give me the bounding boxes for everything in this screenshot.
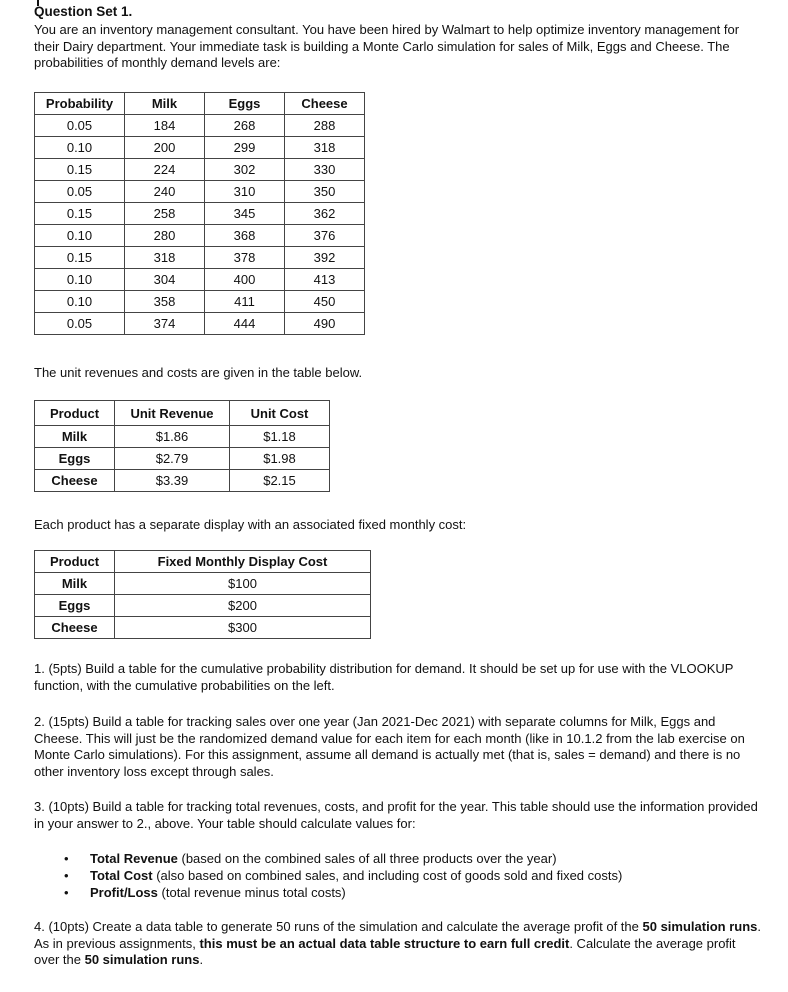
question-3: 3. (10pts) Build a table for tracking total revenues, costs, and profit for the year. This table should use the information provided in your answer to 2., above. Your table should calculate values for:: [34, 799, 758, 831]
bullet-bold: Total Cost: [90, 868, 153, 883]
table-row: [35, 573, 371, 595]
table-row: [35, 203, 365, 225]
table-cell: 299: [205, 137, 285, 159]
header-unit-revenue: Unit Revenue: [115, 401, 230, 426]
table-row: [35, 269, 365, 291]
table-cell: $1.98: [230, 448, 330, 470]
table-cell: 413: [285, 269, 365, 291]
header-eggs: Eggs: [205, 93, 285, 115]
table-cell: 376: [285, 225, 365, 247]
table-cell: 0.10: [35, 225, 125, 247]
unit-revenue-cost-table: [34, 400, 330, 492]
table-cell: 0.15: [35, 159, 125, 181]
header-product: Product: [35, 401, 115, 426]
header-milk: Milk: [125, 93, 205, 115]
table-cell: $3.39: [115, 470, 230, 492]
table-cell: $300: [115, 617, 371, 639]
question-set-title: Question Set 1.: [34, 4, 133, 19]
list-item: [34, 884, 622, 901]
table-row: [35, 247, 365, 269]
table-cell: 0.10: [35, 269, 125, 291]
table-cell: 0.05: [35, 313, 125, 335]
table-header-row: [35, 401, 330, 426]
bullet-bold: Total Revenue: [90, 851, 178, 866]
table-row: [35, 313, 365, 335]
table-row: [35, 470, 330, 492]
intro-paragraph: You are an inventory management consultant. You have been hired by Walmart to help optimize inventory management for their Dairy department. Your immediate task is building a Monte Carlo simulation for sales of Milk, Eggs and Cheese. The probabilities of monthly demand levels are:: [34, 22, 740, 70]
header-probability: Probability: [35, 93, 125, 115]
q4-text: . As in previous assignments,: [34, 919, 761, 951]
table-row: [35, 617, 371, 639]
revenue-intro: The unit revenues and costs are given in the table below.: [34, 365, 363, 380]
table-row: [35, 225, 365, 247]
table-row: [35, 426, 330, 448]
table-cell: Milk: [35, 426, 115, 448]
total-metrics-list: [34, 850, 622, 901]
question-1: 1. (5pts) Build a table for the cumulative probability distribution for demand. It should be set up for use with the VLOOKUP function, with the cumulative probabilities on the left.: [34, 661, 734, 693]
table-cell: 268: [205, 115, 285, 137]
q4-bold: this must be an actual data table structure to earn full credit: [199, 935, 570, 951]
table-cell: 0.15: [35, 247, 125, 269]
table-cell: 0.15: [35, 203, 125, 225]
table-cell: 310: [205, 181, 285, 203]
table-header-row: [35, 551, 371, 573]
table-cell: 358: [125, 291, 205, 313]
table-cell: 184: [125, 115, 205, 137]
table-row: [35, 159, 365, 181]
table-cell: $1.18: [230, 426, 330, 448]
table-cell: 368: [205, 225, 285, 247]
q4-text: .: [199, 952, 204, 967]
table-cell: 200: [125, 137, 205, 159]
table-row: [35, 137, 365, 159]
table-cell: 240: [125, 181, 205, 203]
bullet-text: (total revenue minus total costs): [157, 885, 346, 900]
display-intro: Each product has a separate display with an associated fixed monthly cost:: [34, 517, 467, 532]
table-cell: $2.79: [115, 448, 230, 470]
table-cell: $2.15: [230, 470, 330, 492]
table-cell: Eggs: [35, 595, 115, 617]
table-cell: 302: [205, 159, 285, 181]
table-cell: 450: [285, 291, 365, 313]
table-row: [35, 181, 365, 203]
table-row: [35, 291, 365, 313]
table-cell: 0.10: [35, 137, 125, 159]
question-2: 2. (15pts) Build a table for tracking sales over one year (Jan 2021-Dec 2021) with separate columns for Milk, Eggs and Cheese. This will just be the randomized demand value for each item for each month (like in 10.1.2 from the lab exercise on Monte Carlo simulations). For this assignment, assume all demand is actually met (that is, sales = demand) and there is no other inventory loss except through sales.: [34, 714, 745, 779]
table-header-row: [35, 93, 365, 115]
table-cell: Milk: [35, 573, 115, 595]
table-cell: Cheese: [35, 617, 115, 639]
list-item: [34, 850, 622, 867]
table-cell: 304: [125, 269, 205, 291]
question-4: [34, 919, 764, 969]
demand-probability-table: [34, 92, 365, 335]
table-cell: 374: [125, 313, 205, 335]
table-cell: 318: [285, 137, 365, 159]
bullet-text: (also based on combined sales, and including cost of goods sold and fixed costs): [152, 868, 623, 883]
table-cell: 280: [125, 225, 205, 247]
q4-bold: 50 simulation runs: [84, 952, 200, 967]
table-cell: 258: [125, 203, 205, 225]
fixed-display-cost-table: [34, 550, 371, 639]
table-row: [35, 115, 365, 137]
table-cell: $100: [115, 573, 371, 595]
table-cell: Cheese: [35, 470, 115, 492]
table-cell: 318: [125, 247, 205, 269]
table-cell: 350: [285, 181, 365, 203]
header-unit-cost: Unit Cost: [230, 401, 330, 426]
table-cell: 362: [285, 203, 365, 225]
table-cell: Eggs: [35, 448, 115, 470]
bullet-bold: Profit/Loss: [90, 885, 158, 900]
q4-text: 4. (10pts) Create a data table to generate 50 runs of the simulation and calculate the average profit of the: [34, 919, 643, 934]
table-cell: 444: [205, 313, 285, 335]
table-cell: 0.05: [35, 115, 125, 137]
table-cell: $200: [115, 595, 371, 617]
q4-bold: 50 simulation runs: [642, 919, 758, 934]
table-cell: 400: [205, 269, 285, 291]
table-cell: 288: [285, 115, 365, 137]
table-cell: 490: [285, 313, 365, 335]
table-cell: 345: [205, 203, 285, 225]
bullet-text: (based on the combined sales of all three products over the year): [177, 851, 557, 866]
header-cheese: Cheese: [285, 93, 365, 115]
table-cell: 0.05: [35, 181, 125, 203]
table-cell: 411: [205, 291, 285, 313]
list-item: [34, 867, 622, 884]
table-cell: 378: [205, 247, 285, 269]
q4-text: . Calculate the average profit over the: [34, 935, 736, 967]
table-cell: 0.10: [35, 291, 125, 313]
table-cell: 392: [285, 247, 365, 269]
table-row: [35, 595, 371, 617]
table-cell: $1.86: [115, 426, 230, 448]
header-product: Product: [35, 551, 115, 573]
table-cell: 330: [285, 159, 365, 181]
table-cell: 224: [125, 159, 205, 181]
table-row: [35, 448, 330, 470]
header-fixed-monthly-display-cost: Fixed Monthly Display Cost: [115, 551, 371, 573]
